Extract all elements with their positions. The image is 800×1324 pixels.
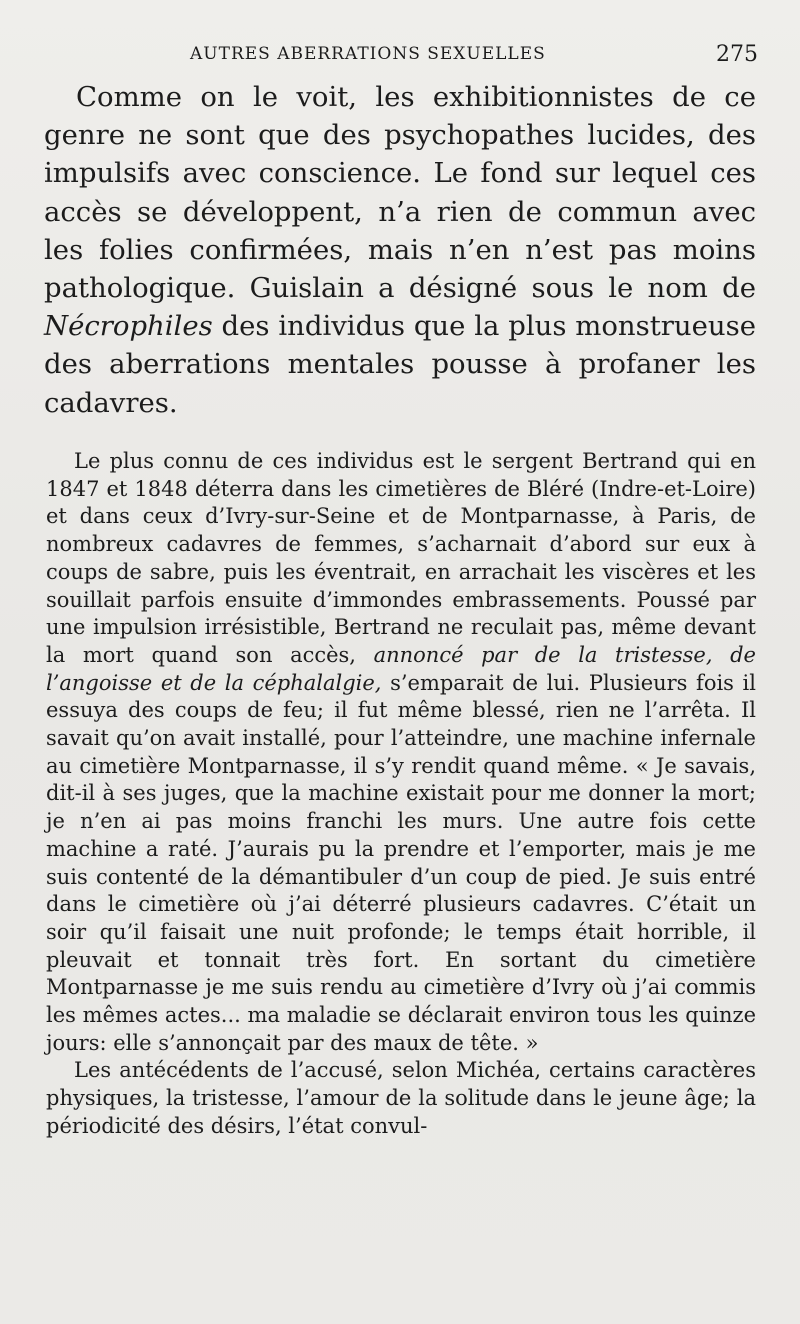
main-text xyxy=(44,78,756,422)
paragraph-3 xyxy=(46,1057,756,1140)
running-title: AUTRES ABERRATIONS SEXUELLES xyxy=(190,44,546,64)
paragraph-2-text-b: s’emparait de lui. Plusieurs fois il essuya des coups de feu; il fut même blessé, rien ne l’arrêta. Il savait qu’on avait installé, pour l’atteindre, une machine infernale au cimetière Montparnasse, il s’y rendit quand même. « Je savais, dit-il à ses juges, que la machine existait pour me donner la mort; je n’en ai pas moins franchi les murs. Une autre fois cette machine a raté. J’aurais pu la prendre et l’emporter, mais je me suis contenté de la démantibuler d’un coup de pied. Je suis entré dans le cimetière où j’ai déterré plusieurs cadavres. C’était un soir qu’il faisait une nuit profonde; le temps était horrible, il pleuvait et tonnait très fort. En sortant du cimetière Montparnasse je me suis rendu au cimetière d’Ivry où j’ai commis les mêmes actes... ma maladie se déclarait environ tous les quinze jours: elle s’annonçait par des maux de tête. » xyxy=(46,670,756,1055)
page-number: 275 xyxy=(716,42,758,67)
quoted-case-text xyxy=(46,448,756,1141)
page-header xyxy=(190,44,758,74)
paragraph-2 xyxy=(46,448,756,1057)
paragraph-2-text-a: Le plus connu de ces individus est le sergent Bertrand qui en 1847 et 1848 déterra dans les cimetières de Bléré (Indre-et-Loire) et dans ceux d’Ivry-sur-Seine et de Montparnasse, à Paris, de nombreux cadavres de femmes, s’acharnait d’abord sur eux à coups de sabre, puis les éventrait, en arrachait les viscères et les souillait parfois ensuite d’immondes embrassements. Poussé par une impulsion irrésistible, Bertrand ne reculait pas, même devant la mort quand son accès, xyxy=(46,449,756,667)
paragraph-1-text-b: des individus que la plus monstrueuse des aberrations mentales pousse à profaner les cadavres. xyxy=(44,310,756,419)
paragraph-3-text: Les antécédents de l’accusé, selon Michéa, certains caractères physiques, la tristesse, l’amour de la solitude dans le jeune âge; la périodicité des désirs, l’état convul- xyxy=(46,1058,756,1138)
paragraph-1 xyxy=(44,78,756,422)
paragraph-1-text-a: Comme on le voit, les exhibitionnistes de ce genre ne sont que des psychopathes lucides, des impulsifs avec conscience. Le fond sur lequel ces accès se développent, n’a rien de commun avec les folies confirmées, mais n’en n’est pas moins pathologique. Guislain a désigné sous le nom de xyxy=(44,81,756,305)
paragraph-1-italic: Nécrophiles xyxy=(44,310,213,343)
paragraph-2-italic: annoncé par de la tristesse, de l’angoisse et de la céphalalgie, xyxy=(46,642,756,695)
